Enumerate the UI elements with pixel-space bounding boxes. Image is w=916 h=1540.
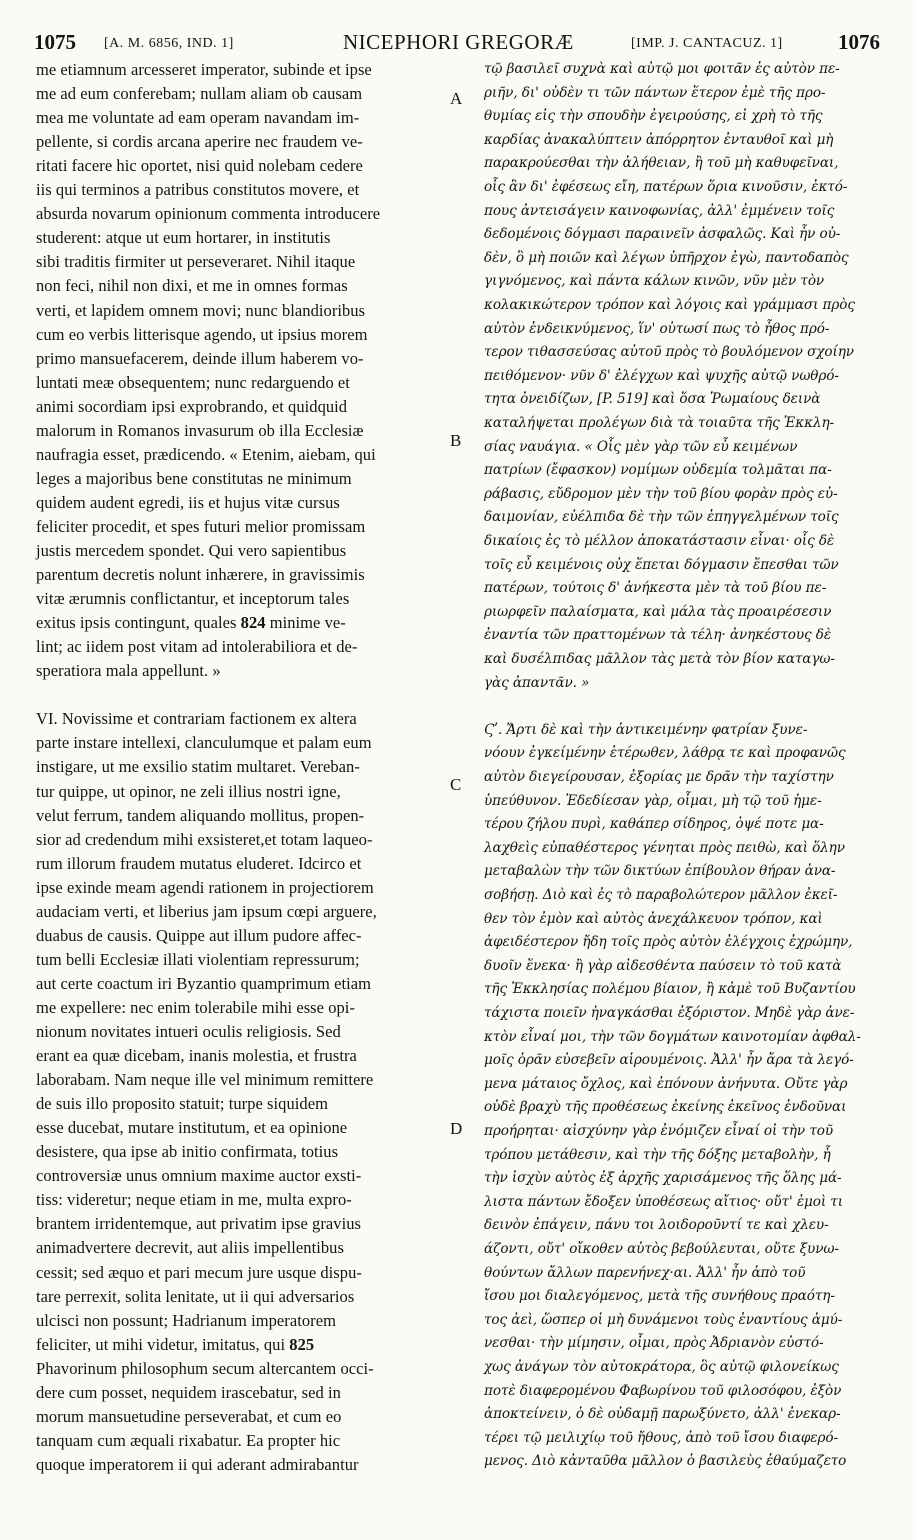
- latin-line: audaciam verti, et liberius jam ipsum cœpi arguere,: [36, 901, 377, 921]
- latin-line: me ad eum conferebam; nullam aliam ob causam: [36, 84, 363, 104]
- greek-line: τος ἀεὶ, ὥσπερ οἱ μὴ δυνάμενοι τοὺς ἐναντίους ἀμύ-: [484, 1311, 843, 1328]
- latin-line: duabus de causis. Quippe aut illum pudore affec-: [36, 925, 362, 945]
- greek-line: τάχιστα ποιεῖν ἠναγκάσθαι ἐξόριστον. Μηδὲ γὰρ ἀνε-: [484, 1005, 855, 1021]
- latin-line: parentum decretis nolunt inhærere, in gravissimis: [36, 565, 365, 585]
- greek-line: νόουν ἐγκείμένην ἑτέρωθεν, λάθρᾳ τε καὶ προφανῶς: [484, 745, 846, 762]
- latin-line: leges a majoribus bene constitutas ne minimum: [36, 468, 352, 488]
- greek-line: τέρει τῷ μειλιχίῳ τοῦ ἤθους, ἀπὸ τοῦ ἴσου διαφερό-: [484, 1429, 838, 1446]
- latin-line: sior ad credendum mihi exsisteret,et totam laqueo-: [36, 829, 373, 849]
- greek-line: θυμίας εἰς τὴν σπουδὴν ἐγειρούσης, εἰ χρὴ τὸ τῆς: [484, 108, 823, 125]
- latin-line: morum mansuetudine perseverabat, et cum eo: [36, 1406, 342, 1426]
- margin-letter-b: B: [450, 431, 462, 450]
- greek-line: γὰς ἀπαντᾶν. »: [484, 674, 590, 691]
- latin-line: ipse exinde meam agendi rationem in projectiorem: [36, 877, 374, 897]
- latin-line: tum belli Ecclesiæ illati violentiam repressurum;: [36, 949, 360, 969]
- latin-line: naufragia esset, prædicendo. « Etenim, aiebam, qui: [36, 444, 376, 464]
- page-marker-number: 824: [240, 613, 266, 633]
- latin-line: animadvertere decrevit, aut aliis impellentibus: [36, 1238, 344, 1258]
- running-title: NICEPHORI GREGORÆ: [343, 30, 574, 54]
- latin-line: tiss: videretur; neque etiam in me, multa expro-: [36, 1190, 352, 1210]
- greek-line: τερον τιθασσεύσας αὐτοῦ πρὸς τὸ βουλόμενον σχοίην: [484, 344, 854, 361]
- greek-line: μενος. Διὸ κἀνταῦθα μᾶλλον ὁ βασιλεὺς ἐθαύμαζετο: [484, 1453, 847, 1470]
- greek-line: ριῆν, δι' οὐδὲν τι τῶν πάντων ἕτερον ἐμὲ τῆς προ-: [484, 84, 826, 101]
- greek-line: χως ἀνάγων τὸν αὐτοκράτορα, ὃς αὐτῷ φιλονείκως: [484, 1359, 839, 1375]
- greek-line: τῆς Ἐκκλησίας πολέμου βίαιον, ἢ κἀμὲ τοῦ Βυζαντίου: [484, 981, 856, 998]
- running-header: [0, 0, 916, 58]
- greek-line: κολακικώτερον τρόπον καὶ λόγοις καὶ γράμμασι πρὸς: [484, 297, 855, 313]
- greek-line: τρόπου μετάθεσιν, καὶ τὴν τῆς δόξης μεταβολὴν, ἧ: [484, 1146, 831, 1163]
- margin-letter-c: C: [450, 775, 462, 794]
- greek-line: καταλήψεται προλέγων διὰ τὰ τοιαῦτα τῆς Ἐκκλη-: [484, 415, 834, 431]
- greek-line: ἀφειδέστερον ἤδη τοῖς πρὸς αὐτὸν ἐλέγχοις ἐχρώμην,: [484, 934, 853, 951]
- latin-line: erant ea quæ dicebam, inanis molestia, et frustra: [36, 1046, 357, 1066]
- greek-line: δυοῖν ἕνεκα· ἢ γὰρ αἰδεσθέντα παύσειν τὸ τοῦ κατὰ: [484, 957, 842, 974]
- greek-line: ὑπεύθυνον. Ἐδεδίεσαν γὰρ, οἶμαι, μὴ τῷ τοῦ ἡμε-: [484, 792, 822, 809]
- greek-line: ποτὲ διαφερομένου Φαβωρίνου τοῦ φιλοσόφου, ἐξὸν: [484, 1382, 842, 1399]
- greek-line: τὴν ἰσχὺν αὐτὸς ἐξ ἀρχῆς χαρισάμενος τῆς ὅλης μά-: [484, 1170, 842, 1187]
- greek-line: δεινὸν ἐπάγειν, πάνυ τοι λοιδοροῦντί τε καὶ χλευ-: [484, 1217, 829, 1234]
- greek-line: καρδίας ἀνακαλύπτειν ἀπόρρητον ἐνταυθοῖ καὶ μὴ: [484, 131, 834, 148]
- greek-line: τητα ὀνειδίζων, [P. 519] καὶ ὅσα Ῥωμαίους δεινὰ: [484, 391, 821, 408]
- greek-line: πατρίων (ἔφασκον) νομίμων οὐδεμία τολμᾶται πα-: [484, 462, 832, 479]
- greek-line: γιγνόμενος, καὶ πάντα κάλων κινῶν, νῦν μὲν τὸν: [484, 273, 825, 290]
- latin-line: brantem irridentemque, aut privatim ipse gravius: [36, 1214, 361, 1234]
- latin-line: instigare, ut me exsilio statim multaret. Vereban-: [36, 757, 360, 777]
- latin-line: velut ferrum, tandem aliquando mollitus, propen-: [36, 805, 365, 825]
- latin-line: animi socordiam ipsi exprobrando, et quidquid: [36, 396, 348, 416]
- latin-line: iis qui terminos a patribus constitutos movere, et: [36, 180, 360, 200]
- greek-line: παρακρούεσθαι τὴν ἀλήθειαν, ἢ τοῦ μὴ καθυφεῖναι,: [484, 155, 839, 172]
- latin-line: controversiæ unus omnium maxime auctor exsti-: [36, 1166, 362, 1186]
- latin-line: mea me voluntate ad eam operam navandam im-: [36, 108, 360, 128]
- right-header-meta: [IMP. J. CANTACUZ. 1]: [631, 36, 783, 51]
- greek-line: οἷς ἂν δι' ἐφέσεως εἴη, πατέρων ὅρια κινοῦσιν, ἐκτό-: [484, 179, 848, 195]
- latin-line: Phavorinum philosophum secum altercantem occi-: [36, 1358, 374, 1378]
- greek-line: κτὸν εἶναί μοι, τὴν τῶν δογμάτων καινοτομίαν ἀφθαλ-: [484, 1028, 861, 1045]
- latin-line: feliciter, ut mihi videtur, imitatus, qui 825: [36, 1334, 315, 1354]
- greek-line: πους ἀντεισάγειν καινοφωνίας, ἀλλ' ἐμμένειν τοῖς: [484, 202, 835, 219]
- greek-line: Ϛʹ. Ἄρτι δὲ καὶ τὴν ἀντικειμένην φατρίαν ξυνε-: [484, 721, 808, 738]
- latin-line: tur quippe, ut opinor, ne zeli illius nostri igne,: [36, 781, 341, 801]
- greek-line: πατέρων, τούτοις δ' ἀνήκεστα μὲν τὰ τοῦ βίου πε-: [484, 580, 827, 597]
- latin-line: justis mercedem spondet. Qui vero sapientibus: [36, 541, 347, 560]
- latin-line: absurda novarum opinionum commenta introducere: [36, 204, 381, 224]
- greek-line: δεδομένοις δόγμασι παραινεῖν ἀσφαλῶς. Καὶ ἦν οὐ-: [484, 226, 841, 243]
- greek-line: αὐτὸν ἐνδεικνύμενος, ἵν' οὑτωσί πως τὸ ἦθος πρό-: [484, 320, 830, 337]
- greek-line: προήρηται· αἰσχύνην γὰρ ἐνόμιζεν εἶναί οἱ τὴν τοῦ: [484, 1123, 833, 1139]
- latin-line: tare perrexit, solita lenitate, ut ii qui adversarios: [36, 1286, 355, 1306]
- left-page-number: 1075: [34, 30, 76, 54]
- greek-line: μενα μάταιος ὄχλος, καὶ ἐπόνουν ἀνήνυτα. Οὔτε γὰρ: [484, 1075, 848, 1092]
- greek-line: δαιμονίαν, εὐέλπιδα δὲ τὴν τῶν ἐπηγγελμένων τοῖς: [484, 509, 839, 526]
- greek-line: τέρου ζήλου πυρὶ, καθάπερ σίδηρος, ὀψέ ποτε μα-: [484, 816, 824, 833]
- latin-line: esse ducebat, mutare institutum, et ea opinione: [36, 1118, 348, 1138]
- latin-line: me expellere: nec enim tolerabile mihi esse opi-: [36, 997, 355, 1017]
- greek-line: ἐναντία τῶν πραττομένων τὰ τέλη· ἀνηκέστους δὲ: [484, 627, 832, 644]
- latin-line: aut certe coactum iri Byzantio quamprimum etiam: [36, 973, 371, 993]
- greek-line: μεταβαλὼν τὴν τῶν δικτύων ἐπίβουλον θήραν ἀνα-: [484, 863, 836, 880]
- greek-line: τῷ βασιλεῖ συχνὰ καὶ αὐτῷ μοι φοιτᾶν ἐς αὐτὸν πε-: [484, 61, 840, 77]
- latin-line: non feci, nihil non dixi, et me in omnes formas: [36, 276, 348, 296]
- latin-line: de suis illo proposito statuit; turpe siquidem: [36, 1094, 328, 1114]
- greek-line: σοβήσῃ. Διὸ καὶ ἐς τὸ παραβολώτερον μᾶλλον ἐκεῖ-: [484, 887, 838, 903]
- greek-line: μοῖς ὁρᾶν εὐσεβεῖν αἱρουμένοις. Ἀλλ' ἦν ἄρα τὰ λεγό-: [484, 1052, 854, 1069]
- greek-line: δικαίοις ἐς τὸ μέλλον ἀποκατάστασιν εἶναι· οἷς δὲ: [484, 533, 835, 549]
- left-header-meta: [A. M. 6856, IND. 1]: [104, 36, 234, 51]
- greek-line: θεν τὸν ἐμὸν καὶ αὐτὸς ἀνεχάλκευον τρόπον, καὶ: [484, 910, 823, 927]
- latin-line: ulcisci non possunt; Hadrianum imperatorem: [36, 1310, 336, 1330]
- latin-line: speratiora mala appellunt. »: [36, 661, 221, 681]
- latin-line: desistere, qua ipse ab initio confirmata, totius: [36, 1142, 339, 1162]
- latin-line: primo mansuefacerem, deinde illum haberem vo-: [36, 348, 364, 368]
- greek-line: δὲν, ὃ μὴ ποιῶν καὶ λέγων ὑπῆρχον ἐγὼ, παντοδαπὸς: [484, 249, 849, 266]
- latin-line: tanquam cum æquali rixabatur. Ea propter hic: [36, 1430, 341, 1450]
- latin-line: malorum in Romanos invasurum ob illa Ecclesiæ: [36, 420, 364, 440]
- latin-line: verti, et lapidem omnem movi; nunc blandioribus: [36, 300, 366, 320]
- latin-line: lint; ac iidem post vitam ad intolerabiliora et de-: [36, 637, 358, 657]
- latin-line: sibi traditis firmiter ut perseveraret. Nihil itaque: [36, 252, 356, 272]
- margin-letter-d: D: [450, 1119, 463, 1138]
- latin-line: me etiamnum arcesseret imperator, subinde et ipse: [36, 60, 372, 79]
- latin-line: exitus ipsis contingunt, quales 824 minime ve-: [36, 613, 346, 633]
- latin-line: laborabam. Nam neque ille vel minimum remittere: [36, 1070, 374, 1090]
- page-marker-number: 825: [289, 1334, 315, 1354]
- greek-line: σίας ναυάγια. « Οἷς μὲν γὰρ τῶν εὖ κειμένων: [484, 438, 798, 455]
- latin-line: cum eo verbis litterisque agendo, ut ipsius morem: [36, 324, 368, 344]
- margin-letter-a: A: [450, 89, 463, 108]
- latin-line: pellente, si cordis arcana aperire nec fraudem ve-: [36, 132, 363, 152]
- latin-line: nionum novitates intueri oculis religiosis. Sed: [36, 1022, 341, 1041]
- greek-line: αὐτὸν διεγείρουσαν, ἐξορίας με δρᾶν τὴν ταχίστην: [484, 769, 834, 785]
- latin-line: studerent: atque ut eum hortarer, in institutis: [36, 228, 331, 248]
- latin-line: cessit; sed æquo et pari mecum jure usque dispu-: [36, 1262, 362, 1282]
- greek-line: λαχθεὶς εὐπαθέστερος γένηται πρὸς πειθὼ, καὶ ὅλην: [484, 839, 845, 856]
- greek-line: ράβασις, εὔδρομον μὲν τὴν τοῦ βίου φορὰν πρὸς εὐ-: [484, 485, 838, 502]
- latin-line: parte instare intellexi, clanculumque et palam eum: [36, 733, 372, 753]
- right-page-number: 1076: [838, 30, 880, 54]
- latin-line: VI. Novissime et contrariam factionem ex altera: [36, 709, 357, 729]
- latin-line: rum illorum fraudem mutatus eluderet. Idcirco et: [36, 853, 362, 873]
- latin-line: vitæ ærumnis conflictantur, et inceptorum tales: [36, 589, 350, 609]
- latin-line: luntati meæ obsequentem; nunc redarguendo et: [36, 372, 350, 392]
- greek-line: θούντων ἄλλων παρενήνεχ·αι. Ἀλλ' ἦν ἀπὸ τοῦ: [484, 1264, 806, 1281]
- greek-line: ἀποκτείνειν, ὁ δὲ οὐδαμῇ παρωξύνετο, ἀλλ' ἐνεκαρ-: [484, 1406, 841, 1423]
- greek-line: άζοντι, οὔτ' οἴκοθεν αὐτὸς βεβούλευται, οὔτε ξυνω-: [484, 1241, 839, 1257]
- greek-line: λιστα πάντων ἔδοξεν ὑποθέσεως αἴτιος· οὔτ' ἐμοὶ τι: [484, 1193, 843, 1210]
- latin-line: ritati facere hic oportet, nisi quid nolebam cedere: [36, 156, 363, 176]
- greek-line: οὐδὲ βραχὺ τῆς προθέσεως ἐκείνης ἐκεῖνος ἐνδοῦναι: [484, 1099, 847, 1116]
- greek-line: πειθόμενον· νῦν δ' ἐλέγχων καὶ ψυχῆς αὐτῷ νωθρό-: [484, 367, 839, 384]
- greek-line: ριωρφεῖν παλαίσματα, καὶ μάλα τὰς προαιρέσεσιν: [484, 603, 832, 620]
- greek-line: νεσθαι· τὴν μίμησιν, οἶμαι, πρὸς Ἀδριανὸν εὐστό-: [484, 1335, 824, 1352]
- latin-line: dere cum posset, nequidem irascebatur, sed in: [36, 1382, 341, 1402]
- greek-line: τοῖς εὖ κειμένοις οὐχ ἕπεται δόγμασιν ἕπεσθαι τῶν: [484, 556, 839, 573]
- latin-line: feliciter procedit, et spes futuri melior promissam: [36, 516, 366, 536]
- greek-line: καὶ δυσέλπιδας μᾶλλον τὰς μετὰ τὸν βίον καταγω-: [484, 651, 835, 667]
- latin-line: quidem audent egredi, iis et hujus vitæ cursus: [36, 492, 340, 512]
- greek-line: ἴσου μοι διαλεγόμενος, μετὰ τῆς συνήθους πραότη-: [484, 1288, 835, 1305]
- latin-line: quoque imperatorem ii qui aderant admirabantur: [36, 1454, 359, 1474]
